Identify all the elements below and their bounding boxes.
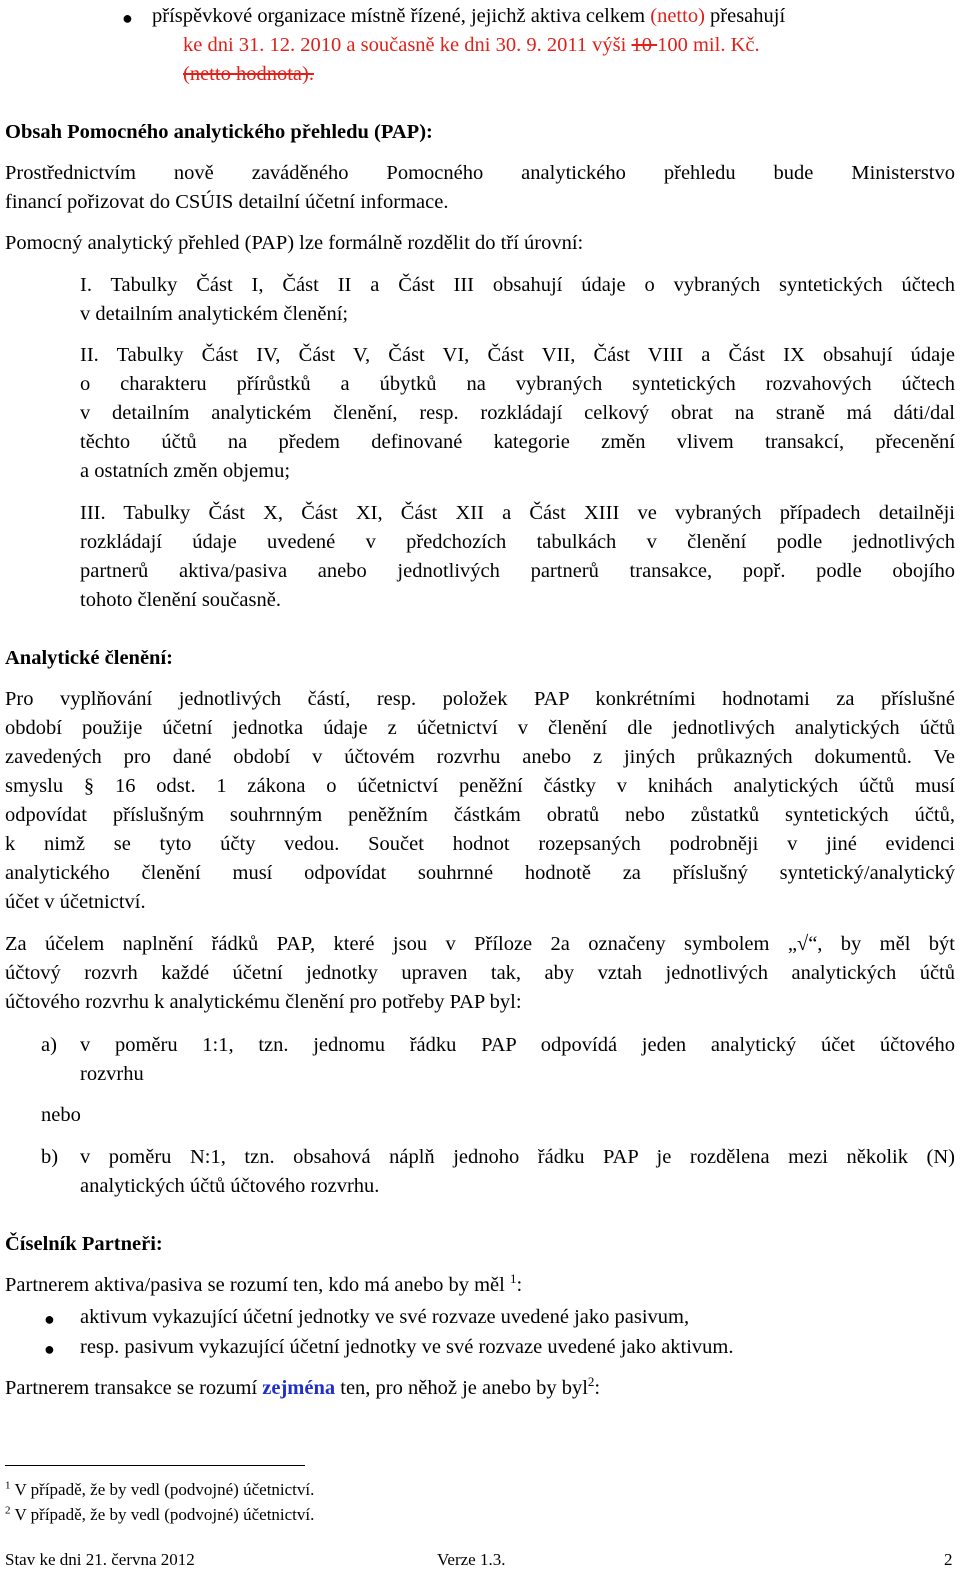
analytic-line-2: období použije účetní jednotka údaje z účetnictví v členění dle jednotlivých analytických účtů <box>5 717 955 739</box>
nebo-text: nebo <box>41 1104 81 1126</box>
top-bullet-line-3: (netto hodnota). <box>183 63 314 85</box>
transaction-partner: Partnerem transakce se rozumí zejména ten, pro něhož je anebo by byl$^2$: <box>5 1374 601 1399</box>
level-2-line-3: v detailním analytickém členění, resp. rozkládají celkový obrat na straně má dáti/dal <box>80 402 955 424</box>
partner-bullet-1: aktivum vykazující účetní jednotky ve své rozvaze uvedené jako pasivum, <box>80 1306 690 1328</box>
level-2-line-4: těchto účtů na předem definované kategorie změn vlivem transakcí, přecenění <box>80 431 955 453</box>
option-b-line-2: analytických účtů účtového rozvrhu. <box>80 1175 380 1197</box>
footer-page-number: 2 <box>944 1550 953 1569</box>
purpose-line-2: účtový rozvrh každé účetní jednotky upraven tak, aby vztah jednotlivých analytických účtů <box>5 962 955 984</box>
level-1-line-2: v detailním analytickém členění; <box>80 303 349 325</box>
analytic-line-3: zavedených pro dané období v účtovém rozvrhu anebo z jiných průkazných dokumentů. Ve <box>5 746 955 768</box>
footnote-2: $^2$ V případě, že by vedl (podvojné) účetnictví. <box>5 1504 315 1524</box>
option-a-line-2: rozvrhu <box>80 1063 144 1085</box>
partners-heading: Číselník Partneři: <box>5 1233 163 1255</box>
level-2-line-5: a ostatních změn objemu; <box>80 460 291 482</box>
top-bullet-line-2: ke dni 31. 12. 2010 a současně ke dni 30. 9. 2011 výši 10 100 mil. Kč. <box>183 34 760 56</box>
level-2-line-2: o charakteru přírůstků a úbytků na vybraných syntetických rozvahových účtech <box>80 373 955 395</box>
bullet-dot: ● <box>122 8 133 28</box>
partner-bullet-dot-2: ● <box>44 1339 55 1359</box>
analytic-line-1: Pro vyplňování jednotlivých částí, resp. položek PAP konkrétními hodnotami za příslušné <box>5 688 955 710</box>
option-b-label: b) <box>41 1146 59 1168</box>
partners-intro: Partnerem aktiva/pasiva se rozumí ten, kdo má anebo by měl $^1$: <box>5 1271 523 1296</box>
level-3-line-4: tohoto členění současně. <box>80 589 281 611</box>
analytic-line-6: k nimž se tyto účty vedou. Součet hodnot rozepsaných podrobněji v jiné evidenci <box>5 833 955 855</box>
top-bullet-line-1: příspěvkové organizace místně řízené, jejichž aktiva celkem (netto) přesahují <box>152 5 786 27</box>
pap-intro-line-1: Prostřednictvím nově zaváděného Pomocného analytického přehledu bude Ministerstvo <box>5 162 955 184</box>
analytic-line-5: odpovídat příslušným souhrnným peněžním částkám obratů nebo zůstatků syntetických účtů, <box>5 804 955 826</box>
option-a-label: a) <box>41 1034 57 1056</box>
level-3-line-2: rozkládají údaje uvedené v předchozích tabulkách v členění podle jednotlivých <box>80 531 955 553</box>
purpose-line-3: účtového rozvrhu k analytickému členění pro potřeby PAP byl: <box>5 991 522 1013</box>
analytic-line-8: účet v účetnictví. <box>5 891 146 913</box>
footer-date: Stav ke dni 21. června 2012 <box>5 1550 195 1569</box>
purpose-line-1: Za účelem naplnění řádků PAP, které jsou v Příloze 2a označeny symbolem „√“, by měl být <box>5 933 955 955</box>
analytic-heading: Analytické členění: <box>5 647 173 669</box>
footnote-1: $^1$ V případě, že by vedl (podvojné) účetnictví. <box>5 1479 315 1499</box>
footnote-separator <box>5 1465 305 1466</box>
option-a-line-1: v poměru 1:1, tzn. jednomu řádku PAP odpovídá jeden analytický účet účtového <box>80 1034 955 1056</box>
pap-heading: Obsah Pomocného analytického přehledu (PAP): <box>5 121 433 143</box>
option-b-line-1: v poměru N:1, tzn. obsahová náplň jednoho řádku PAP je rozdělena mezi několik (N) <box>80 1146 955 1168</box>
analytic-line-4: smyslu § 16 odst. 1 zákona o účetnictví peněžní částky v knihách analytických účtů musí <box>5 775 955 797</box>
level-2-line-1: II. Tabulky Část IV, Část V, Část VI, Část VII, Část VIII a Část IX obsahují údaje <box>80 344 955 366</box>
pap-levels-intro: Pomocný analytický přehled (PAP) lze formálně rozdělit do tří úrovní: <box>5 232 584 254</box>
partner-bullet-2: resp. pasivum vykazující účetní jednotky ve své rozvaze uvedené jako aktivum. <box>80 1336 734 1358</box>
level-3-line-1: III. Tabulky Část X, Část XI, Část XII a Část XIII ve vybraných případech detailněji <box>80 502 955 524</box>
pap-intro-line-2: financí pořizovat do CSÚIS detailní účetní informace. <box>5 191 449 213</box>
level-1-line-1: I. Tabulky Část I, Část II a Část III obsahují údaje o vybraných syntetických účtech <box>80 274 955 296</box>
partner-bullet-dot-1: ● <box>44 1309 55 1329</box>
level-3-line-3: partnerů aktiva/pasiva anebo jednotlivých partnerů transakce, popř. podle obojího <box>80 560 955 582</box>
footer-version: Verze 1.3. <box>437 1550 506 1569</box>
analytic-line-7: analytického členění musí odpovídat souhrnné hodnotě za příslušný syntetický/analytický <box>5 862 955 884</box>
